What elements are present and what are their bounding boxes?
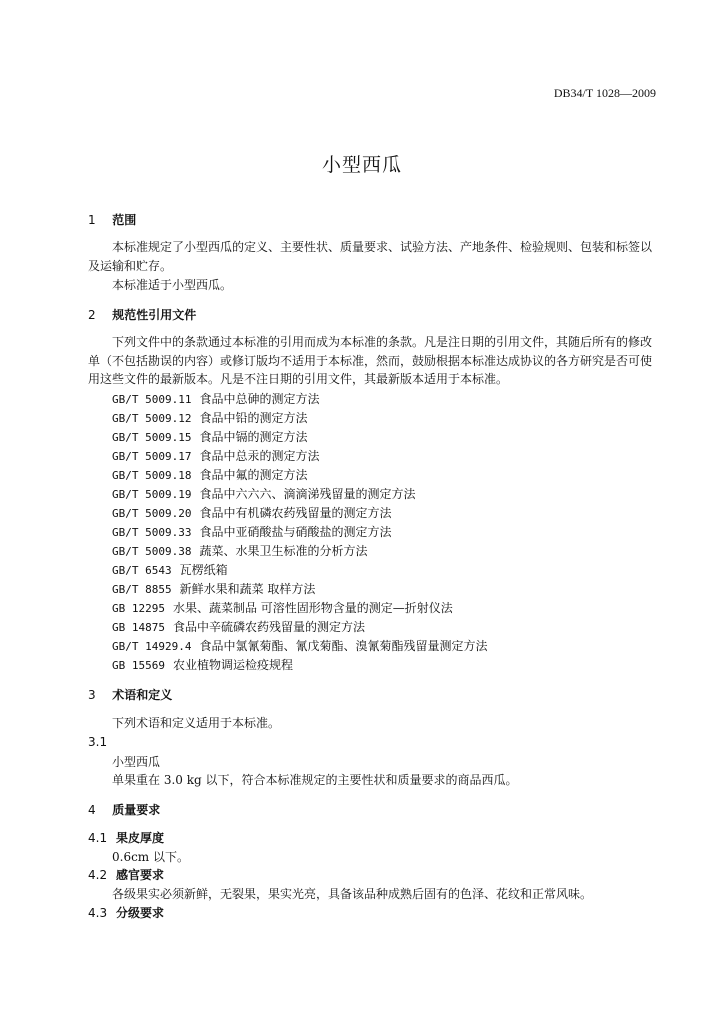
section-number: 4	[88, 803, 96, 817]
section-title: 范围	[112, 213, 137, 227]
subsection-4-1-text: 0.6cm 以下。	[112, 850, 189, 864]
subsection-4-3-heading: 4.3 分级要求	[88, 906, 165, 920]
section-1-heading	[88, 211, 136, 228]
subsection-4-1-heading: 4.1 果皮厚度	[88, 831, 165, 845]
reference-item: GB 12295 水果、蔬菜制品 可溶性固形物含量的测定—折射仪法	[112, 601, 453, 615]
term-definition: 单果重在 3.0 kg 以下，符合本标准规定的主要性状和质量要求的商品西瓜。	[112, 773, 518, 787]
section-1-paragraph-2: 本标准适于小型西瓜。	[112, 278, 233, 292]
term-name: 小型西瓜	[112, 755, 161, 769]
reference-item: GB 14875 食品中辛硫磷农药残留量的测定方法	[112, 620, 365, 634]
reference-item: GB/T 14929.4 食品中氯氰菊酯、氰戊菊酯、溴氰菊酯残留量测定方法	[112, 639, 488, 653]
standard-code: DB34/T 1028—2009	[553, 86, 656, 100]
section-1-paragraph-1: 本标准规定了小型西瓜的定义、主要性状、质量要求、试验方法、产地条件、检验规则、包装和标签以及运输和贮存。	[88, 240, 653, 273]
reference-item: GB/T 8855 新鲜水果和蔬菜 取样方法	[112, 582, 316, 596]
subsection-4-2-text: 各级果实必须新鲜，无裂果，果实光亮，具备该品种成熟后固有的色泽、花纹和正常风味。	[112, 887, 593, 901]
reference-item: GB/T 5009.20 食品中有机磷农药残留量的测定方法	[112, 506, 392, 520]
section-2-paragraph: 下列文件中的条款通过本标准的引用而成为本标准的条款。凡是注日期的引用文件，其随后所有的修改单（不包括勘误的内容）或修订版均不适用于本标准，然而，鼓励根据本标准达成协议的各方研究是否可使用这些文件的最新版本。凡是不注日期的引用文件，其最新版本适用于本标准。	[88, 335, 653, 387]
section-3-paragraph: 下列术语和定义适用于本标准。	[112, 716, 281, 730]
section-3-heading	[88, 686, 172, 703]
document-title: 小型西瓜	[321, 154, 402, 176]
reference-item: GB/T 5009.12 食品中铅的测定方法	[112, 411, 308, 425]
reference-item: GB/T 5009.11 食品中总砷的测定方法	[112, 392, 320, 406]
section-4-heading	[88, 801, 160, 818]
section-number: 3	[88, 688, 96, 702]
reference-item: GB/T 5009.38 蔬菜、水果卫生标准的分析方法	[112, 544, 368, 558]
reference-item: GB/T 5009.15 食品中镉的测定方法	[112, 430, 308, 444]
subsection-3-1-number: 3.1	[88, 735, 108, 749]
reference-item: GB/T 5009.17 食品中总汞的测定方法	[112, 449, 320, 463]
reference-item: GB/T 6543 瓦楞纸箱	[112, 563, 228, 577]
section-number: 1	[88, 213, 96, 227]
subsection-4-2-heading: 4.2 感官要求	[88, 868, 165, 882]
reference-item: GB/T 5009.18 食品中氟的测定方法	[112, 468, 308, 482]
section-title: 规范性引用文件	[112, 308, 197, 322]
section-number: 2	[88, 308, 96, 322]
reference-item: GB/T 5009.19 食品中六六六、滴滴涕残留量的测定方法	[112, 487, 416, 501]
section-title: 质量要求	[112, 803, 161, 817]
section-title: 术语和定义	[112, 688, 173, 702]
reference-item: GB 15569 农业植物调运检疫规程	[112, 658, 293, 672]
section-2-heading	[88, 306, 196, 323]
reference-item: GB/T 5009.33 食品中亚硝酸盐与硝酸盐的测定方法	[112, 525, 392, 539]
